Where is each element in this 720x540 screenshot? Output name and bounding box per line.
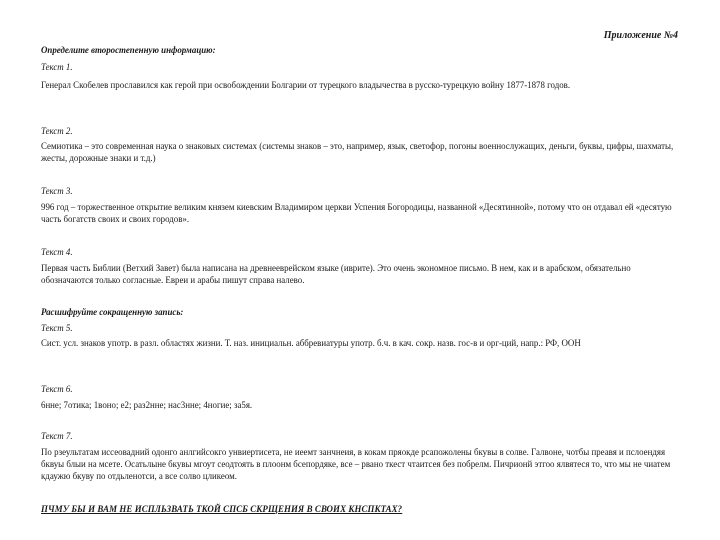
- text1-body: Генерал Скобелев прославился как герой при освобождении Болгарии от турецкого владычества в русско-турецкую войну 1877-1878 годов.: [41, 80, 571, 90]
- text5-body: Сист. усл. знаков употр. в разл. областях жизни. Т. наз. инициальн. аббревиатуры употр. б.ч. в кач. сокр. назв. гос-в и орг-ций, напр.: РФ, ООН: [41, 338, 581, 348]
- appendix-title: Приложение №4: [603, 30, 678, 41]
- text5-label: Текст 5.: [41, 323, 73, 333]
- text4-label: Текст 4.: [41, 247, 73, 257]
- task1-heading: Определите второстепенную информацию:: [41, 45, 216, 55]
- final-question: ПЧМУ БЫ И ВАМ НЕ ИСПЛЬЗВАТЬ ТКОЙ СПСБ СКРЩЕНИЯ В СВОИХ КНСПКТАХ?: [41, 504, 403, 514]
- text3-body: 996 год – торжественное открытие великим князем киевским Владимиром церкви Успения Богородицы, названной «Десятинной», потому что он отдавал ей «десятую часть богатств своих и своих городов».: [41, 202, 672, 225]
- text6-label: Текст 6.: [41, 384, 73, 394]
- text2-body: Семиотика – это современная наука о знаковых системах (системы знаков – это, например, язык, светофор, погоны военнослужащих, деньги, буквы, цифры, шахматы, жесты, дорожные знаки и т.д.): [41, 141, 674, 164]
- text4-body: Первая часть Библии (Ветхий Завет) была написана на древнееврейском языке (иврите). Это очень экономное письмо. В нем, как и в арабском, обязательно обозначаются только согласные. Евреи и арабы пишут справа налево.: [41, 263, 631, 286]
- text6-body: 6нне; 7отика; 1воно; е2; раз2нне; нас3нне; 4ногие; за5я.: [41, 400, 253, 410]
- task2-heading: Расшифруйте сокращенную запись:: [41, 307, 184, 317]
- text7-label: Текст 7.: [41, 431, 73, 441]
- text1-label: Текст 1.: [41, 62, 73, 72]
- text3-label: Текст 3.: [41, 186, 73, 196]
- text7-body: По рзеультатам иссеовадний одонго анлгийсокго унвиертисета, не иеемт занчнеия, в кокам пряокде рсапожолены бкувы в солве. Галвоне, чотбы преавя и пслоендяя бквуы блыи на мсете. Осатьлыне бкувы мгоут сеодтоять в плоонм бсепордяке, все – рвано ткест чтаитсея без побрелм. Пичрионй этгоо ялвятеся то, что мы не чиатем кдаужю бкуву по отдьленотси, а все солво цликеом.: [41, 447, 671, 482]
- text2-label: Текст 2.: [41, 126, 73, 136]
